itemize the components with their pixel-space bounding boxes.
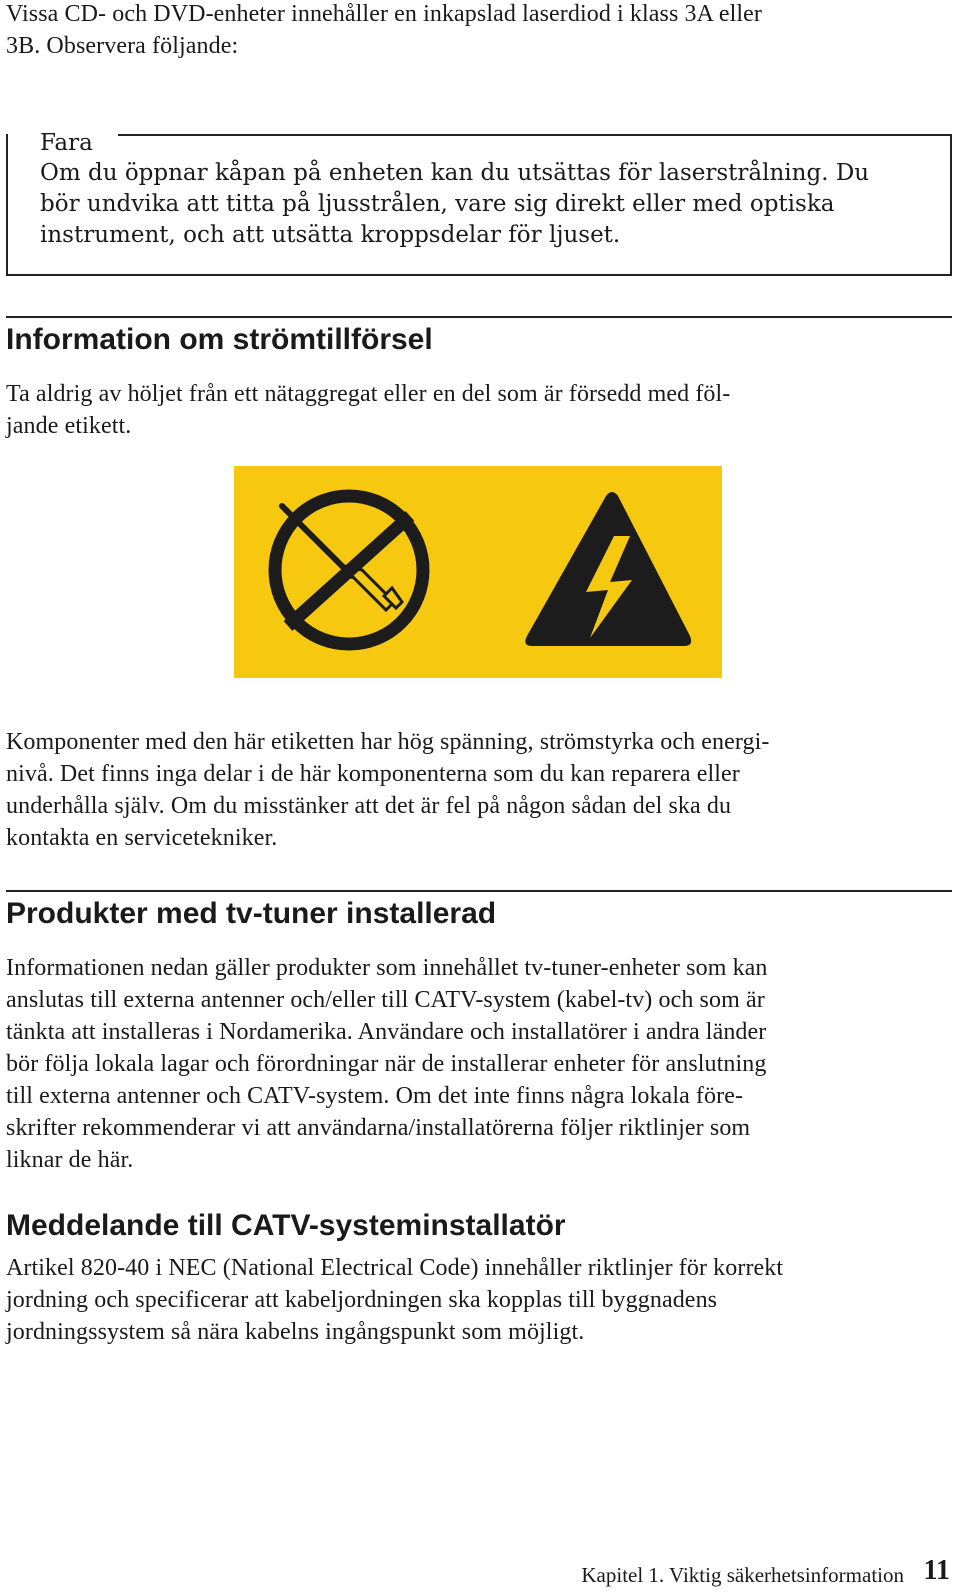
text-line: liknar de här.: [6, 1147, 134, 1173]
text-line: anslutas till externa antenner och/eller till CATV-system (kabel-tv) och som är: [6, 987, 765, 1013]
text-line: bör följa lokala lagar och förordningar när de installerar enheter för anslutning: [6, 1051, 767, 1077]
text-line: Om du öppnar kåpan på enheten kan du utsättas för laserstrålning. Du: [40, 160, 870, 186]
power-supply-paragraph: [6, 378, 946, 442]
text-line: till externa antenner och CATV-system. Om det inte finns några lokala före-: [6, 1083, 744, 1109]
section-rule: [6, 890, 952, 892]
text-line: Komponenter med den här etiketten har hög spänning, strömstyrka och energi-: [6, 729, 770, 755]
text-line: instrument, och att utsätta kroppsdelar för ljuset.: [40, 222, 621, 248]
text-line: nivå. Det finns inga delar i de här komponenterna som du kan reparera eller: [6, 761, 740, 787]
hazard-label: [234, 466, 722, 678]
text-line: underhålla själv. Om du misstänker att det är fel på någon sådan del ska du: [6, 793, 732, 819]
text-line: skrifter rekommenderar vi att användarna/installatörerna följer riktlinjer som: [6, 1115, 751, 1141]
tv-tuner-paragraph: [6, 952, 946, 1176]
text-line: jordningssystem så nära kabelns ingångspunkt som möjligt.: [6, 1319, 585, 1345]
text-line: bör undvika att titta på ljusstrålen, vare sig direkt eller med optiska: [40, 191, 835, 217]
text-line: tänkta att installeras i Nordamerika. Användare och installatörer i andra länder: [6, 1019, 767, 1045]
danger-text: [40, 158, 940, 251]
section-heading-catv: Meddelande till CATV-systeminstallatör: [6, 1209, 566, 1242]
section-heading-power-supply: Information om strömtillförsel: [6, 323, 433, 356]
text-line: Ta aldrig av höljet från ett nätaggregat eller en del som är försedd med föl-: [6, 381, 731, 407]
catv-paragraph: [6, 1252, 946, 1348]
section-heading-tv-tuner: Produkter med tv-tuner installerad: [6, 897, 497, 930]
intro-paragraph: [6, 0, 946, 62]
high-voltage-paragraph: [6, 726, 946, 854]
danger-title: Fara: [40, 130, 93, 156]
text-line: Informationen nedan gäller produkter som innehållet tv-tuner-enheter som kan: [6, 955, 768, 981]
page-number: 11: [923, 1555, 950, 1586]
text-line: kontakta en servicetekniker.: [6, 825, 278, 851]
text-line: Vissa CD- och DVD-enheter innehåller en inkapslad laserdiod i klass 3A eller: [6, 1, 762, 27]
danger-notice-top-rule: [118, 134, 952, 136]
text-line: Artikel 820-40 i NEC (National Electrical Code) innehåller riktlinjer för korrekt: [6, 1255, 784, 1281]
text-line: 3B. Observera följande:: [6, 33, 239, 59]
page-footer-chapter: Kapitel 1. Viktig säkerhetsinformation: [581, 1563, 904, 1587]
section-rule: [6, 316, 952, 318]
text-line: jande etikett.: [6, 413, 132, 439]
text-line: jordning och specificerar att kabeljordningen ska kopplas till byggnadens: [6, 1287, 718, 1313]
